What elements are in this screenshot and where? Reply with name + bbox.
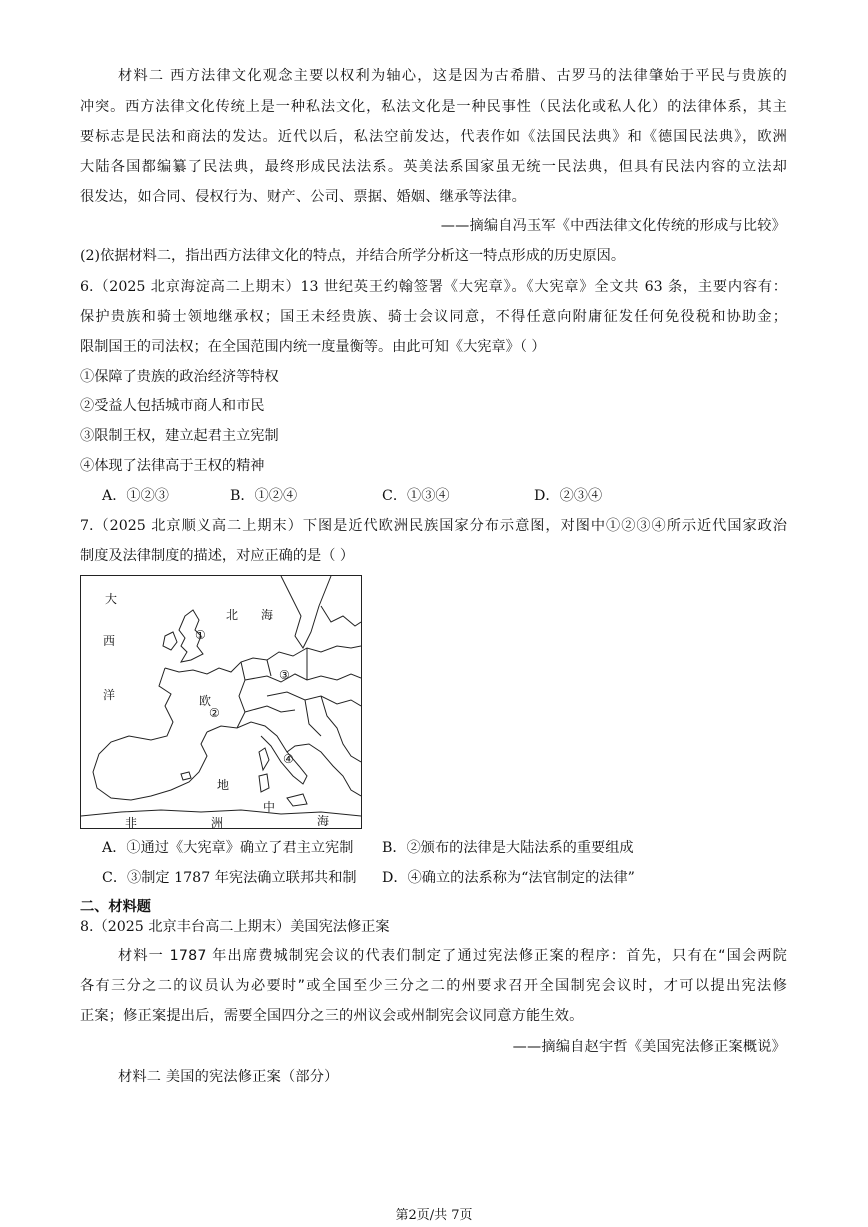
map-label-xi: 西 xyxy=(103,634,116,648)
q6-stem-line-1: 6.（2025 北京海淀高二上期末）13 世纪英王约翰签署《大宪章》。《大宪章》全文共 63 条，主要内容有： xyxy=(80,279,787,295)
border-3 xyxy=(267,692,361,706)
scandinavia-outline xyxy=(281,576,331,648)
baltic-outline xyxy=(321,606,361,626)
q8-material1-source: ——摘编自赵宇哲《美国宪法修正案概说》 xyxy=(512,1039,786,1055)
q8-material1-line-3: 正案；修正案提出后，需要全国四分之三的州议会或州制宪会议同意方能生效。 xyxy=(80,1008,584,1024)
q6-item-2: ②受益人包括城市商人和市民 xyxy=(80,398,265,414)
q8-material1-line-2: 各有三分之二的议员认为必要时”或全国至少三分之二的州要求召开全国制宪会议时，才可以提出宪法修 xyxy=(80,978,787,994)
q6-option-c[interactable]: C．①③④ xyxy=(382,488,450,504)
q6-stem-line-3: 限制国王的司法权；在全国范围内统一度量衡等。由此可知《大宪章》（ ） xyxy=(80,339,546,355)
map-marker-2: ② xyxy=(209,706,220,720)
material2-line-2: 冲突。西方法律文化传统上是一种私法文化，私法文化是一种民事性（民法化或私人化）的法律体系，其主 xyxy=(80,99,787,115)
map-label-hai: 海 xyxy=(261,608,274,622)
balearic-outline xyxy=(181,772,191,780)
material2-line-1: 材料二 西方法律文化观念主要以权利为轴心，这是因为古希腊、古罗马的法律肇始于平民与贵族的 xyxy=(118,68,787,84)
france-east-border xyxy=(237,662,245,728)
border-4 xyxy=(245,706,295,712)
q7-option-d[interactable]: D．④确立的法系称为“法官制定的法律” xyxy=(382,870,635,886)
material2-source: ——摘编自冯玉军《中西法律文化传统的形成与比较》 xyxy=(440,218,786,234)
q6-option-a[interactable]: A．①②③ xyxy=(102,488,169,504)
adriatic-outline xyxy=(287,744,361,796)
sardinia-outline xyxy=(259,774,269,792)
q6-stem-line-2: 保护贵族和骑士领地继承权；国王未经贵族、骑士会议同意，不得任意向附庸征发任何免役税和协助金； xyxy=(80,309,787,325)
q7-option-b[interactable]: B．②颁布的法律是大陆法系的重要组成 xyxy=(382,840,634,856)
map-label-bei: 北 xyxy=(226,608,239,622)
page-footer: 第2页/共 7页 xyxy=(395,1208,473,1223)
border-6 xyxy=(305,700,321,736)
q6-item-4: ④体现了法律高于王权的精神 xyxy=(80,458,265,474)
map-label-hai2: 海 xyxy=(317,814,330,828)
europe-map xyxy=(80,575,362,829)
q8-material1-line-1: 材料一 1787 年出席费城制宪会议的代表们制定了通过宪法修正案的程序：首先，只有在“国会两院 xyxy=(118,948,787,964)
map-label-zhong: 中 xyxy=(263,800,276,814)
map-label-fei: 非 xyxy=(125,816,138,829)
border-5 xyxy=(321,696,361,762)
map-marker-1: ① xyxy=(195,628,206,642)
border-1 xyxy=(267,660,271,676)
q7-option-c[interactable]: C．③制定 1787 年宪法确立联邦共和制 xyxy=(102,870,357,886)
ireland-outline xyxy=(163,632,177,650)
q7-stem-line-1: 7.（2025 北京顺义高二上期末）下图是近代欧洲民族国家分布示意图，对图中①②③④所示近代国家政治 xyxy=(80,518,787,534)
map-label-da: 大 xyxy=(105,592,118,606)
map-label-di: 地 xyxy=(217,778,230,792)
material2-line-5: 很发达，如合同、侵权行为、财产、公司、票据、婚姻、继承等法律。 xyxy=(80,189,527,205)
map-marker-3: ③ xyxy=(279,668,290,682)
q6-item-3: ③限制王权，建立起君主立宪制 xyxy=(80,428,279,444)
map-label-zhou: 洲 xyxy=(211,816,224,829)
q7-option-a[interactable]: A．①通过《大宪章》确立了君主立宪制 xyxy=(102,840,354,856)
map-label-ou: 欧 xyxy=(199,694,212,708)
north-coast-outline xyxy=(165,646,361,674)
q6-item-1: ①保障了贵族的政治经济等特权 xyxy=(80,369,279,385)
question-2-sub: (2)依据材料二，指出西方法律文化的特点，并结合所学分析这一特点形成的历史原因。 xyxy=(80,248,626,264)
q6-option-b[interactable]: B．①②④ xyxy=(230,488,298,504)
sicily-outline xyxy=(287,794,307,806)
section-heading: 二、材料题 xyxy=(80,899,151,915)
germany-south-border xyxy=(245,674,361,682)
q8-material2-heading: 材料二 美国的宪法修正案（部分） xyxy=(118,1069,339,1085)
q7-stem-line-2: 制度及法律制度的描述，对应正确的是（ ） xyxy=(80,548,355,564)
corsica-outline xyxy=(259,748,269,770)
q8-title: 8.（2025 北京丰台高二上期末）美国宪法修正案 xyxy=(80,919,390,935)
map-label-yang: 洋 xyxy=(103,688,116,702)
material2-line-3: 要标志是民法和商法的发达。近代以后，私法空前发达，代表作如《法国民法典》和《德国民法典》，欧洲 xyxy=(80,129,787,145)
material2-line-4: 大陆各国都编纂了民法典，最终形成民法法系。英美法系国家虽无统一民法典，但具有民法内容的立法却 xyxy=(80,159,787,175)
map-marker-4: ④ xyxy=(283,752,294,766)
q6-option-d[interactable]: D．②③④ xyxy=(534,488,603,504)
